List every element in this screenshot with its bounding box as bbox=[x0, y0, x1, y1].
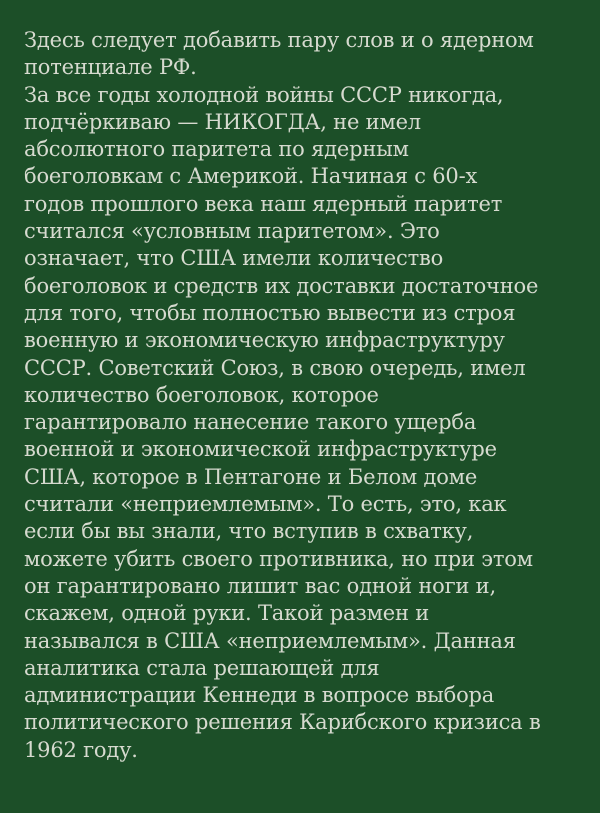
text-line: если бы вы знали, что вступив в схватку, bbox=[24, 519, 474, 544]
text-line: можете убить своего противника, но при этом bbox=[24, 546, 533, 571]
text-line: 1962 году. bbox=[24, 737, 138, 762]
text-line: военную и экономическую инфраструктуру bbox=[24, 328, 505, 353]
text-line: он гарантировано лишит вас одной ноги и, bbox=[24, 573, 496, 598]
text-line: подчёркиваю — НИКОГДА, не имел bbox=[24, 109, 421, 134]
text-line: количество боеголовок, которое bbox=[24, 382, 379, 407]
text-line: аналитика стала решающей для bbox=[24, 655, 380, 680]
text-line: За все годы холодной войны СССР никогда, bbox=[24, 82, 504, 107]
text-line: считался «условным паритетом». Это bbox=[24, 219, 440, 244]
text-line: боеголовкам с Америкой. Начиная с 60-х bbox=[24, 164, 478, 189]
text-line: для того, чтобы полностью вывести из строя bbox=[24, 300, 516, 325]
text-line: скажем, одной руки. Такой размен и bbox=[24, 601, 430, 626]
text-line: СССР. Советский Союз, в свою очередь, имел bbox=[24, 355, 526, 380]
text-line: администрации Кеннеди в вопросе выбора bbox=[24, 683, 495, 708]
text-line: Здесь следует добавить пару слов и о ядерном bbox=[24, 28, 534, 52]
text-line: США, которое в Пентагоне и Белом доме bbox=[24, 464, 478, 489]
text-line: гарантировало нанесение такого ущерба bbox=[24, 410, 477, 435]
article-text bbox=[24, 27, 592, 764]
text-line: боеголовок и средств их доставки достаточное bbox=[24, 273, 539, 298]
text-line: годов прошлого века наш ядерный паритет bbox=[24, 191, 503, 216]
text-line: потенциале РФ. bbox=[24, 55, 197, 80]
text-line: считали «неприемлемым». То есть, это, как bbox=[24, 492, 507, 517]
text-line: политического решения Карибского кризиса в bbox=[24, 710, 541, 735]
text-line: означает, что США имели количество bbox=[24, 246, 444, 271]
text-line: военной и экономической инфраструктуре bbox=[24, 437, 497, 462]
text-line: назывался в США «неприемлемым». Данная bbox=[24, 628, 516, 653]
text-line: абсолютного паритета по ядерным bbox=[24, 137, 409, 162]
